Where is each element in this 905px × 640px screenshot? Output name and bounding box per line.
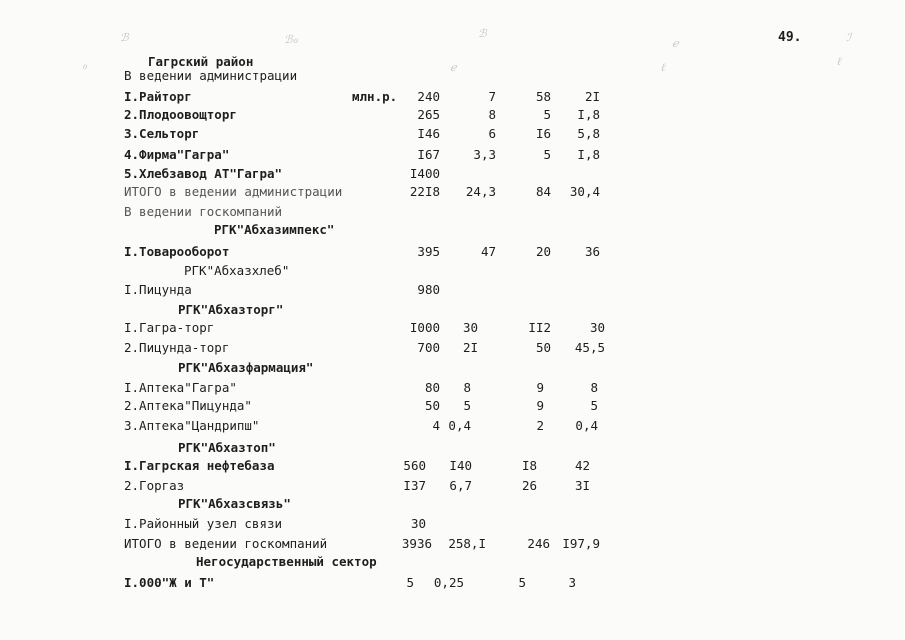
cell-value: 265 bbox=[417, 107, 440, 122]
cell-value: 84 bbox=[535, 184, 551, 199]
cell-value: 50 bbox=[535, 340, 551, 355]
cell-value: 9 bbox=[536, 380, 544, 395]
cell-value: 30 bbox=[589, 320, 605, 335]
unit-label: млн.р. bbox=[352, 89, 398, 104]
cell-value: I8 bbox=[521, 458, 537, 473]
row-label: В ведении госкомпаний bbox=[124, 204, 283, 219]
bleed-mark: ℬ bbox=[120, 31, 129, 44]
cell-value: 2 bbox=[536, 418, 544, 433]
row-label: РГК"Абхазсвязь" bbox=[178, 496, 291, 511]
cell-value: 26 bbox=[521, 478, 537, 493]
cell-value: 980 bbox=[417, 282, 440, 297]
bleed-mark: ℐ bbox=[846, 31, 852, 44]
bleed-mark: ℴ bbox=[82, 59, 88, 72]
row-label: I.Аптека"Гагра" bbox=[124, 380, 237, 395]
bleed-mark: ℬ bbox=[478, 27, 487, 40]
cell-value: 5 bbox=[543, 147, 551, 162]
bleed-mark: ℓ bbox=[836, 55, 843, 68]
row-label: ИТОГО в ведении госкомпаний bbox=[124, 536, 328, 551]
bleed-mark: ℬℴ bbox=[284, 33, 298, 46]
row-label: РГК"Абхазхлеб" bbox=[184, 263, 290, 278]
admin-section-header: В ведении администрации bbox=[124, 68, 298, 83]
cell-value: 700 bbox=[417, 340, 440, 355]
cell-value: 2I bbox=[584, 89, 600, 104]
cell-value: 258,I bbox=[448, 536, 486, 551]
cell-value: 42 bbox=[574, 458, 590, 473]
bleed-mark: ℓ bbox=[660, 61, 667, 74]
row-label: 2.Аптека"Пицунда" bbox=[124, 398, 252, 413]
district-title: Гагрский район bbox=[148, 54, 254, 69]
cell-value: 5 bbox=[463, 398, 471, 413]
row-label: ИТОГО в ведении администрации bbox=[124, 184, 343, 199]
cell-value: 5 bbox=[590, 398, 598, 413]
cell-value: 3936 bbox=[401, 536, 432, 551]
cell-value: 8 bbox=[590, 380, 598, 395]
cell-value: 5 bbox=[406, 575, 414, 590]
cell-value: 80 bbox=[424, 380, 440, 395]
cell-value: 9 bbox=[536, 398, 544, 413]
cell-value: 0,4 bbox=[448, 418, 471, 433]
row-label: Негосударственный сектор bbox=[196, 554, 377, 569]
row-label: I.Пицунда bbox=[124, 282, 192, 297]
row-label: РГК"Абхазтоп" bbox=[178, 440, 276, 455]
cell-value: 8 bbox=[488, 107, 496, 122]
cell-value: 6,7 bbox=[449, 478, 472, 493]
cell-value: 240 bbox=[417, 89, 440, 104]
cell-value: 3,3 bbox=[473, 147, 496, 162]
cell-value: 58 bbox=[535, 89, 551, 104]
cell-value: I000 bbox=[409, 320, 440, 335]
row-label: I.Товарооборот bbox=[124, 244, 230, 259]
cell-value: 5 bbox=[543, 107, 551, 122]
cell-value: I67 bbox=[417, 147, 440, 162]
cell-value: I46 bbox=[417, 126, 440, 141]
row-label: 4.Фирма"Гагра" bbox=[124, 147, 230, 162]
row-label: РГК"Абхазимпекс" bbox=[214, 222, 335, 237]
cell-value: 4 bbox=[432, 418, 440, 433]
cell-value: II2 bbox=[528, 320, 551, 335]
cell-value: 246 bbox=[527, 536, 550, 551]
page-number: 49. bbox=[778, 30, 802, 45]
cell-value: 20 bbox=[535, 244, 551, 259]
cell-value: I40 bbox=[449, 458, 472, 473]
cell-value: 560 bbox=[403, 458, 426, 473]
cell-value: 47 bbox=[480, 244, 496, 259]
cell-value: 5 bbox=[518, 575, 526, 590]
row-label: 2.Горгаз bbox=[124, 478, 185, 493]
cell-value: I,8 bbox=[577, 107, 600, 122]
cell-value: 50 bbox=[424, 398, 440, 413]
row-label: РГК"Абхазторг" bbox=[178, 302, 284, 317]
cell-value: 5,8 bbox=[577, 126, 600, 141]
bleed-mark: ℯ bbox=[672, 37, 679, 50]
cell-value: 22I8 bbox=[409, 184, 440, 199]
cell-value: 30 bbox=[410, 516, 426, 531]
cell-value: 30 bbox=[462, 320, 478, 335]
cell-value: 45,5 bbox=[574, 340, 605, 355]
row-label: 2.Плодоовощторг bbox=[124, 107, 237, 122]
cell-value: 2I bbox=[462, 340, 478, 355]
cell-value: 36 bbox=[584, 244, 600, 259]
row-label: I.Гагрская нефтебаза bbox=[124, 458, 275, 473]
cell-value: I37 bbox=[403, 478, 426, 493]
cell-value: 30,4 bbox=[569, 184, 600, 199]
row-label: I.Гагра-торг bbox=[124, 320, 215, 335]
row-label: 3.Сельторг bbox=[124, 126, 200, 141]
row-label: I.Райторг bbox=[124, 89, 192, 104]
row-label: 3.Аптека"Цандрипш" bbox=[124, 418, 260, 433]
cell-value: I,8 bbox=[577, 147, 600, 162]
bleed-mark: ℯ bbox=[450, 61, 457, 74]
row-label: РГК"Абхазфармация" bbox=[178, 360, 314, 375]
cell-value: 3 bbox=[568, 575, 576, 590]
cell-value: 6 bbox=[488, 126, 496, 141]
cell-value: I6 bbox=[535, 126, 551, 141]
row-label: I.Районный узел связи bbox=[124, 516, 283, 531]
cell-value: 7 bbox=[488, 89, 496, 104]
row-label: I.000"Ж и Т" bbox=[124, 575, 215, 590]
cell-value: 3I bbox=[574, 478, 590, 493]
cell-value: 0,25 bbox=[433, 575, 464, 590]
cell-value: 24,3 bbox=[465, 184, 496, 199]
row-label: 5.Хлебзавод АТ"Гагра" bbox=[124, 166, 283, 181]
cell-value: I97,9 bbox=[562, 536, 600, 551]
cell-value: 0,4 bbox=[575, 418, 598, 433]
row-label: 2.Пицунда-торг bbox=[124, 340, 230, 355]
cell-value: I400 bbox=[409, 166, 440, 181]
cell-value: 8 bbox=[463, 380, 471, 395]
cell-value: 395 bbox=[417, 244, 440, 259]
